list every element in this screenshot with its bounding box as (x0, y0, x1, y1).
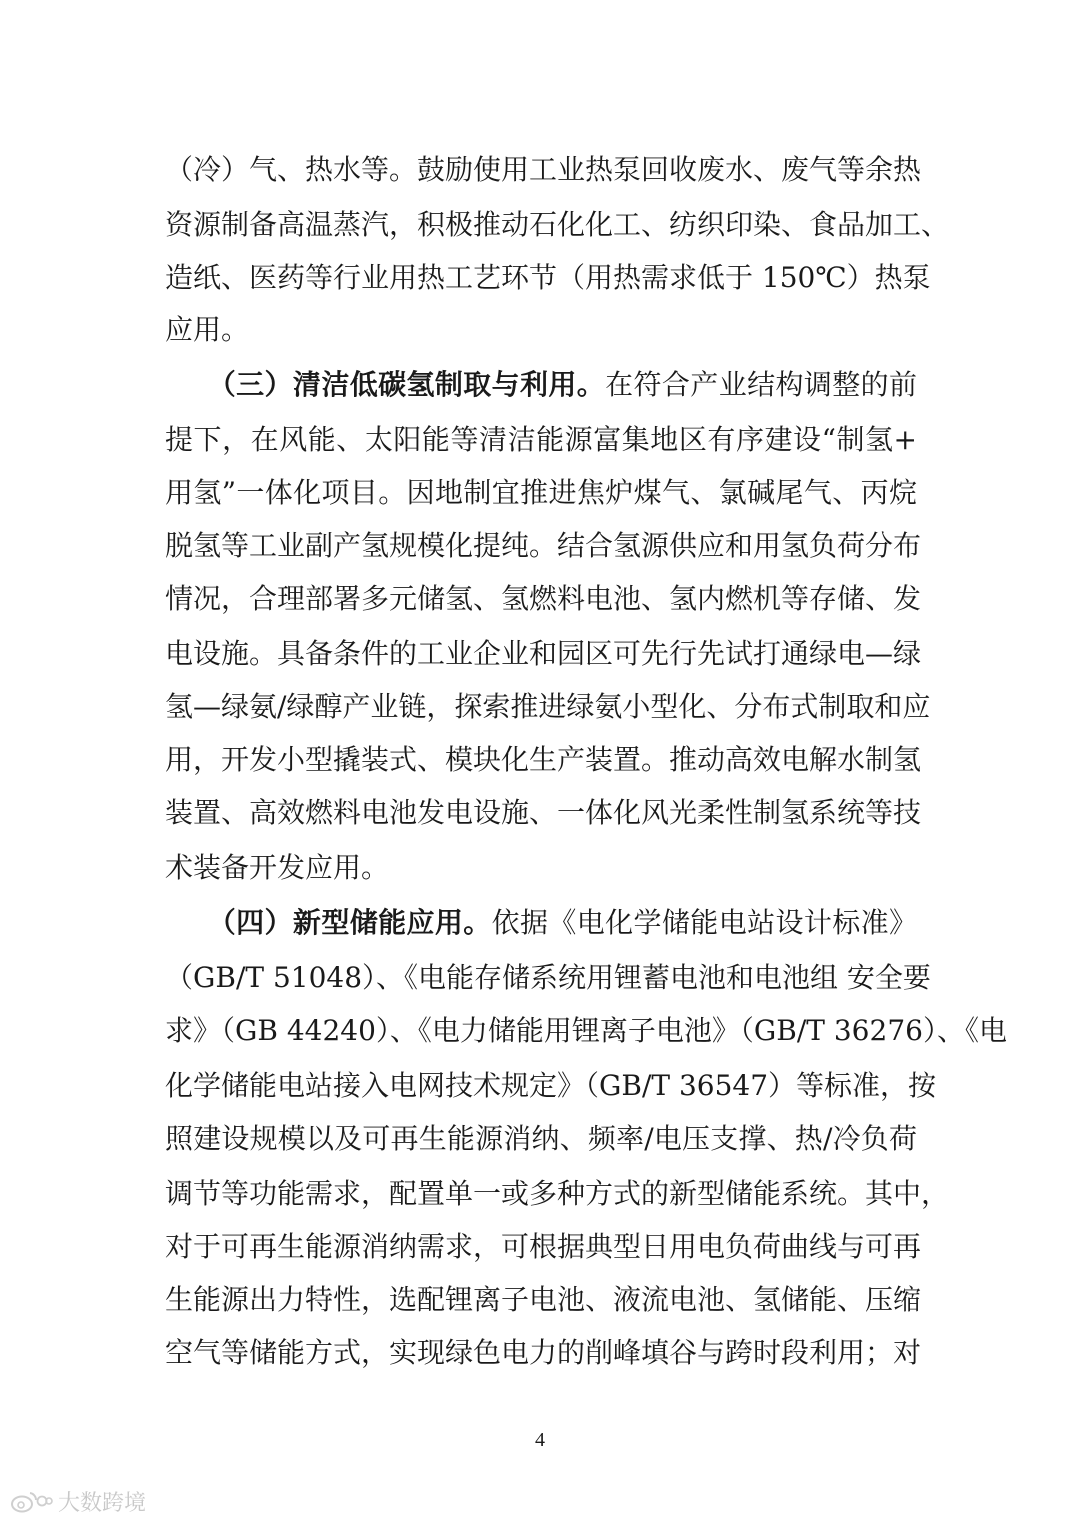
body-text-line (165, 796, 922, 830)
body-text-line (165, 582, 922, 616)
line-text: 脱氢等工业副产氢规模化提纯。结合氢源供应和用氢负荷分布 (165, 529, 922, 562)
body-text-line (165, 1177, 950, 1211)
body-text-line (165, 690, 931, 724)
line-text: 求》（GB 44240）、《电力储能用锂离子电池》（GB/T 36276）、《电 (165, 1014, 1007, 1047)
body-text-line (165, 368, 917, 402)
section-heading: （四）新型储能应用。 (221, 906, 492, 939)
page-number: 4 (535, 1429, 545, 1451)
line-text: 应用。 (165, 313, 250, 346)
line-text: 空气等储能方式，实现绿色电力的削峰填谷与跨时段利用；对 (165, 1336, 922, 1369)
body-text-line (165, 1336, 922, 1370)
line-text: 调节等功能需求，配置单一或多种方式的新型储能系统。其中， (165, 1177, 950, 1210)
body-text-line (165, 1122, 917, 1156)
line-text: 用，开发小型撬装式、模块化生产装置。推动高效电解水制氢 (165, 743, 922, 776)
body-text-line (165, 637, 922, 671)
watermark-text: 大数跨境 (58, 1490, 147, 1516)
line-text: 造纸、医药等行业用热工艺环节（用热需求低于 150℃）热泵 (165, 261, 931, 294)
line-text: 照建设规模以及可再生能源消纳、频率/电压支撑、热/冷负荷 (165, 1122, 917, 1155)
line-text: 依据《电化学储能电站设计标准》 (491, 906, 917, 939)
line-text: 化学储能电站接入电网技术规定》（GB/T 36547）等标准，按 (165, 1069, 937, 1102)
body-text-line (165, 906, 917, 940)
section-heading: （三）清洁低碳氢制取与利用。 (221, 368, 606, 401)
paragraph-indent (165, 906, 222, 939)
line-text: （冷）气、热水等。鼓励使用工业热泵回收废水、废气等余热 (165, 153, 922, 186)
body-text-line (165, 423, 917, 457)
line-text: 氢—绿氨/绿醇产业链，探索推进绿氨小型化、分布式制取和应 (165, 690, 931, 723)
watermark (10, 1486, 146, 1516)
line-text: 提下，在风能、太阳能等清洁能源富集地区有序建设“制氢+ (165, 423, 917, 456)
line-text: 术装备开发应用。 (165, 851, 390, 884)
weibo-logo-icon (10, 1488, 52, 1514)
body-text-line (165, 1230, 922, 1264)
body-text-line (165, 1283, 922, 1317)
body-text-line (165, 313, 917, 347)
paragraph-indent (165, 368, 222, 401)
body-text-line (165, 743, 922, 777)
body-text-line (165, 261, 931, 295)
line-text: 电设施。具备条件的工业企业和园区可先行先试打通绿电—绿 (165, 637, 922, 670)
line-text: 在符合产业结构调整的前 (605, 368, 917, 401)
line-text: 情况，合理部署多元储氢、氢燃料电池、氢内燃机等存储、发 (165, 582, 922, 615)
body-text-line (165, 1014, 1007, 1048)
line-text: 用氢”一体化项目。因地制宜推进焦炉煤气、氯碱尾气、丙烷 (165, 476, 917, 509)
body-text-line (165, 529, 922, 563)
body-text-line (165, 208, 950, 242)
body-text-line (165, 961, 931, 995)
line-text: 装置、高效燃料电池发电设施、一体化风光柔性制氢系统等技 (165, 796, 922, 829)
line-text: （GB/T 51048）、《电能存储系统用锂蓄电池和电池组 安全要 (165, 961, 931, 994)
body-text-line (165, 476, 917, 510)
line-text: 资源制备高温蒸汽，积极推动石化化工、纺织印染、食品加工、 (165, 208, 950, 241)
line-text: 生能源出力特性，选配锂离子电池、液流电池、氢储能、压缩 (165, 1283, 922, 1316)
line-text: 对于可再生能源消纳需求，可根据典型日用电负荷曲线与可再 (165, 1230, 922, 1263)
body-text-line (165, 153, 922, 187)
body-text-line (165, 851, 917, 885)
body-text-line (165, 1069, 937, 1103)
